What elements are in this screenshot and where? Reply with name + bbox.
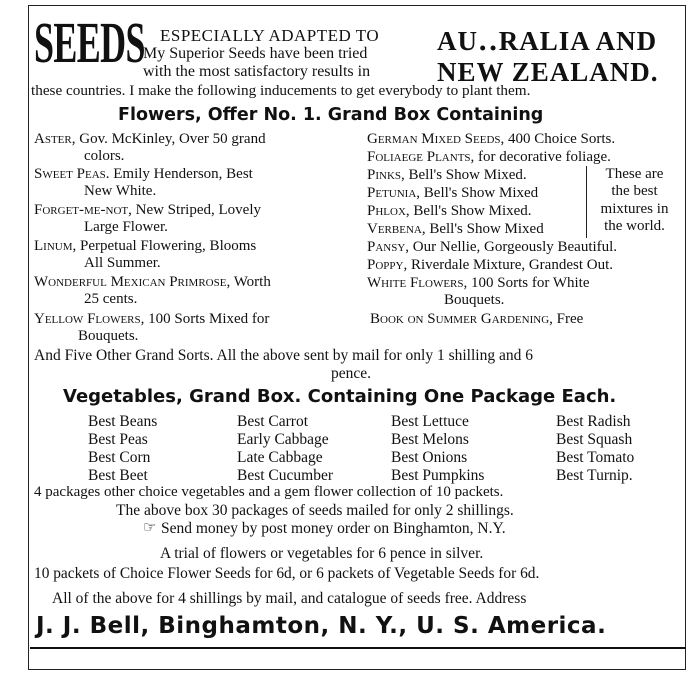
vegetable-item: Best Onions — [391, 449, 468, 466]
vegetable-item: Late Cabbage — [237, 449, 323, 466]
flower-name: Aster — [34, 131, 72, 147]
vegetable-item: Early Cabbage — [237, 431, 329, 448]
vegetable-item: Best Radish — [556, 413, 631, 430]
flower-name: Pinks — [367, 167, 402, 183]
flower-item-german-mixed — [367, 131, 615, 148]
flower-desc: , Worth — [226, 274, 271, 290]
flower-name: Phlox — [367, 203, 406, 219]
flower-desc: , New Striped, Lovely — [128, 202, 261, 218]
flower-item-white-flowers — [367, 275, 685, 310]
flower-name: Forget-me-not — [34, 202, 129, 218]
flower-item-primrose — [34, 274, 364, 309]
intro-line-1: My Superior Seeds have been tried — [143, 45, 368, 62]
flower-item-petunia — [367, 185, 538, 202]
flower-desc-cont: 25 cents. — [84, 291, 138, 308]
flower-desc: , Bell's Show Mixed. — [405, 203, 532, 219]
flower-desc: , 400 Choice Sorts. — [500, 131, 616, 147]
pointing-hand-icon: ☞ — [143, 520, 157, 536]
flower-item-foliage — [367, 149, 611, 166]
vegetable-column — [88, 413, 157, 485]
vegetables-line-4: A trial of flowers or vegetables for 6 pence in silver. — [160, 545, 484, 562]
vegetable-item: Best Corn — [88, 449, 151, 466]
flower-name: Wonderful Mexican Primrose — [34, 274, 227, 290]
flower-name: Book on Summer Gardening — [370, 311, 550, 327]
flower-item-pinks — [367, 167, 527, 184]
especially-adapted-text: ESPECIALLY ADAPTED TO — [160, 26, 380, 45]
flower-name: Foliaege Plants — [367, 149, 471, 165]
flower-desc: , Our Nellie, Gorgeously Beautiful. — [405, 239, 618, 255]
flower-desc-cont: Bouquets. — [78, 328, 139, 345]
vegetable-item: Best Lettuce — [391, 413, 469, 430]
flower-name: Yellow Flowers — [34, 311, 141, 327]
footer-address: J. J. Bell, Binghamton, N. Y., U. S. America. — [36, 613, 607, 639]
flower-desc: , Perpetual Flowering, Blooms — [72, 238, 257, 254]
flower-desc-cont: colors. — [84, 148, 125, 165]
flower-item-pansy — [367, 239, 617, 256]
flower-desc: , 100 Sorts for White — [463, 275, 590, 291]
australia-heading: AU․․RALIA AND — [437, 26, 658, 56]
vegetable-item: Best Carrot — [237, 413, 309, 430]
new-zealand-heading: NEW ZEALAND. — [437, 57, 659, 87]
intro-line-3: these countries. I make the following inducements to get everybody to plant them. — [31, 82, 531, 99]
flower-desc-cont: Bouquets. — [444, 292, 505, 309]
flower-desc-cont: All Summer. — [84, 255, 161, 272]
vegetable-column — [556, 413, 634, 485]
flower-desc: , Bell's Show Mixed — [416, 185, 539, 201]
vegetable-column — [391, 413, 484, 485]
flower-desc: , Free — [549, 311, 584, 327]
vegetable-item: Best Cucumber — [237, 467, 333, 484]
flower-name: Linum — [34, 238, 73, 254]
flower-item-yellow-flowers — [34, 311, 364, 346]
flower-name: Verbena — [367, 221, 422, 237]
flower-name: Petunia — [367, 185, 417, 201]
mixtures-line: These are — [605, 166, 664, 182]
flower-item-linum — [34, 238, 364, 273]
seeds-heading: SEEDS — [34, 10, 145, 75]
vegetables-line-6: All of the above for 4 shillings by mail, and catalogue of seeds free. Address — [52, 590, 527, 607]
vegetable-item: Best Pumpkins — [391, 467, 485, 484]
flower-name: German Mixed Seeds — [367, 131, 501, 147]
flower-desc: , 100 Sorts Mixed for — [140, 311, 270, 327]
vegetable-item: Best Turnip. — [556, 467, 633, 484]
vegetable-column — [237, 413, 333, 485]
vegetable-item: Best Peas — [88, 431, 148, 448]
flower-name: Pansy — [367, 239, 406, 255]
intro-line-2: with the most satisfactory results in — [143, 63, 371, 80]
flower-desc: . Emily Henderson, Best — [105, 166, 253, 182]
vegetable-item: Best Tomato — [556, 449, 635, 466]
mixtures-line: the best — [611, 183, 658, 200]
flower-desc: , Gov. McKinley, Over 50 grand — [71, 131, 266, 147]
flowers-closing-line-2: pence. — [331, 365, 372, 382]
flowers-title: Flowers, Offer No. 1. Grand Box Containing — [118, 105, 544, 125]
bottom-rule — [30, 647, 686, 649]
flower-name: Poppy — [367, 257, 404, 273]
vegetable-item: Best Beans — [88, 413, 158, 430]
flower-desc: , Riverdale Mixture, Grandest Out. — [403, 257, 613, 273]
vegetables-line-2: The above box 30 packages of seeds mailed for only 2 shillings. — [116, 502, 514, 519]
flower-item-sweet-peas — [34, 166, 364, 201]
flower-desc-cont: Large Flower. — [84, 219, 168, 236]
flower-name: Sweet Peas — [34, 166, 106, 182]
mixtures-line: the world. — [604, 217, 665, 234]
vegetables-title: Vegetables, Grand Box. Containing One Package Each. — [63, 386, 617, 407]
flower-item-book — [370, 311, 583, 328]
flower-desc-cont: New White. — [84, 183, 157, 200]
flower-name: White Flowers — [367, 275, 464, 291]
flowers-closing-line-1: And Five Other Grand Sorts. All the above sent by mail for only 1 shilling and 6 — [34, 347, 533, 364]
vegetables-line-3: Send money by post money order on Binghamton, N.Y. — [161, 520, 506, 537]
flower-item-forget-me-not — [34, 202, 364, 237]
vegetables-line-5: 10 packets of Choice Flower Seeds for 6d, or 6 packets of Vegetable Seeds for 6d. — [34, 565, 540, 582]
vegetable-item: Best Melons — [391, 431, 469, 448]
flower-desc: , Bell's Show Mixed — [421, 221, 544, 237]
vegetables-line-1: 4 packages other choice vegetables and a gem flower collection of 10 packets. — [34, 484, 504, 500]
flower-item-phlox — [367, 203, 532, 220]
mixtures-line: mixtures in — [600, 200, 669, 217]
vegetable-item: Best Squash — [556, 431, 633, 448]
flower-item-poppy — [367, 257, 613, 274]
vegetable-item: Best Beet — [88, 467, 148, 484]
flower-desc: , Bell's Show Mixed. — [401, 167, 527, 183]
flower-desc: , for decorative foliage. — [470, 149, 611, 165]
mixtures-note — [586, 166, 682, 238]
flower-item-verbena — [367, 221, 544, 238]
flower-item-aster — [34, 131, 364, 166]
